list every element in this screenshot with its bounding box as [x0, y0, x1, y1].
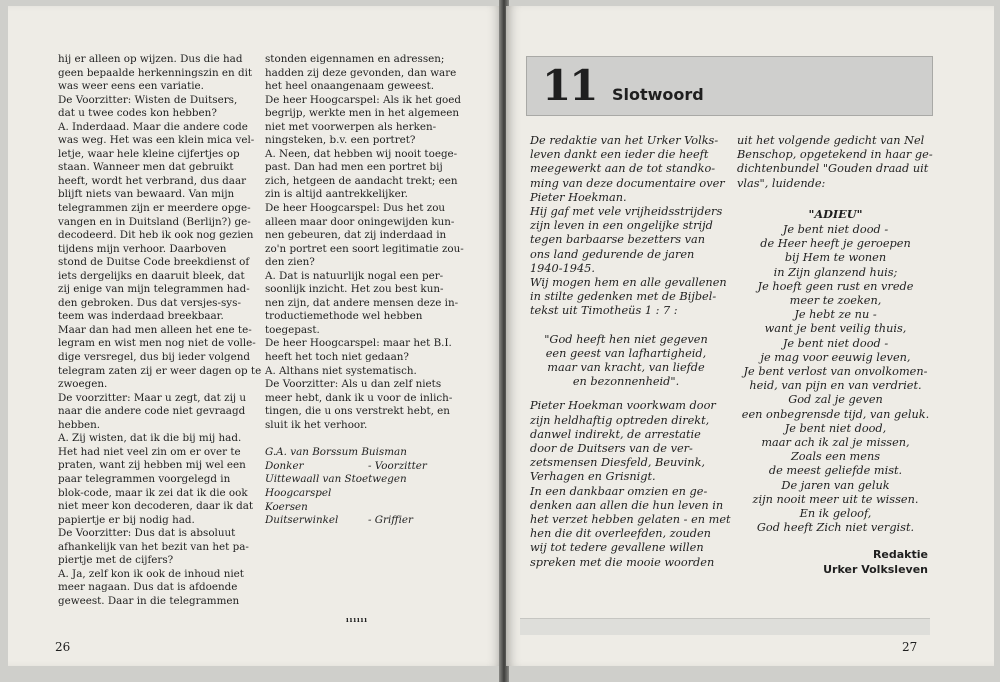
text-line: hij er alleen op wijzen. Dus die had [58, 53, 243, 65]
text-line: meer nagaan. Dus dat is afdoende [58, 581, 238, 594]
text-line: leven dankt een ieder die heeft [530, 148, 709, 162]
text-line: sluit ik het verhoor. [265, 418, 368, 431]
text-line: geen bepaalde herkenningszin en dit [58, 66, 253, 79]
signature-row [265, 473, 461, 487]
text-line: stonden eigennamen en adressen; [265, 53, 445, 65]
right-column-1 [530, 134, 731, 570]
text-line: hadden zij deze gevonden, dan ware [265, 66, 457, 79]
text-line: door de Duitsers van de ver- [530, 442, 693, 456]
poem-line: zijn nooit meer uit te wissen. [752, 492, 919, 506]
text-line: papiertje er bij nodig had. [58, 513, 195, 526]
bible-quote [530, 333, 722, 390]
text-line: begrijp, werkte men in het algemeen [265, 107, 460, 120]
text-line: stond de Duitse Code breekdienst of [58, 256, 250, 269]
credit-urker-volksleven: Urker Volksleven [823, 563, 928, 577]
text-line: ming van deze documentaire over [530, 176, 725, 190]
text-line: piertje met de cijfers? [58, 554, 174, 567]
quote-line: en bezonnenheid". [572, 375, 680, 389]
text-line: De redaktie van het Urker Volks- [530, 134, 719, 147]
poem-line: bij Hem te wonen [784, 251, 887, 265]
chapter-number: 11 [542, 61, 597, 110]
text-line: past. Dan had men een portret bij [265, 161, 443, 174]
signatory-name: Uittewaall van Stoetwegen [265, 473, 407, 486]
signature-row [265, 446, 461, 460]
text-line: De Voorzitter: Als u dan zelf niets [265, 378, 442, 391]
text-line: A. Althans niet systematisch. [265, 364, 417, 377]
right-column-2 [737, 134, 934, 577]
poem-line: Je bent niet dood, [784, 421, 887, 435]
poem-line: maar ach ik zal je missen, [761, 436, 910, 450]
text-line: Maar dan had men alleen het ene te- [58, 323, 252, 336]
text-line: In een dankbaar omzien en ge- [530, 484, 708, 498]
text-line: tekst uit Timotheüs 1 : 7 : [530, 304, 678, 318]
text-line: telegrammen zijn er meerdere opge- [58, 202, 251, 215]
poem-line: Je bent verlost van onvolkomen- [743, 365, 928, 379]
text-line: heeft het toch niet gedaan? [265, 351, 409, 364]
text-line: tegen barbaarse bezetters van [530, 233, 706, 247]
page-number-right: 27 [902, 640, 918, 654]
text-line: soonlijk inzicht. Het zou best kun- [265, 283, 444, 296]
page-number-left: 26 [55, 640, 71, 654]
text-line: zijn heldhaftig optreden direkt, [530, 413, 710, 427]
text-line: alleen maar door oningewijden kun- [265, 215, 455, 228]
text-line: 1940-1945. [530, 261, 595, 275]
text-line: afhankelijk van het bezit van het pa- [58, 540, 249, 553]
text-line: praten, want zij hebben mij wel een [58, 459, 246, 472]
text-line: blijft niets van bewaard. Van mijn [58, 188, 235, 201]
poem-line: in Zijn glanzend huis; [773, 265, 898, 279]
text-line: A. Ja, zelf kon ik ook de inhoud niet [58, 567, 244, 580]
text-line: paar telegrammen voorgelegd in [58, 472, 231, 485]
text-line: zo'n portret een soort legitimatie zou- [265, 242, 464, 255]
poem-line: een onbegrensde tijd, van geluk. [741, 407, 930, 421]
poem-line: Je hoeft geen rust en vrede [757, 279, 914, 293]
poem-line: De jaren van geluk [781, 478, 890, 492]
poem-line: Je bent niet dood - [782, 223, 889, 237]
text-line: tijdens mijn verhoor. Daarboven [58, 242, 227, 255]
text-line: legram en wist men nog niet de volle- [58, 337, 256, 350]
text-line: hebben. [58, 418, 101, 431]
signature-row [265, 487, 461, 501]
text-line: in stilte gedenken met de Bijbel- [530, 290, 717, 304]
chapter-header [526, 56, 933, 116]
left-column-1 [58, 53, 262, 608]
text-line: danwel indirekt, de arrestatie [530, 427, 701, 441]
text-line: Hij gaf met vele vrijheidsstrijders [530, 205, 723, 219]
text-line: De heer Hoogcarspel: Dus het zou [265, 202, 446, 215]
text-line: meer hebt, dank ik u voor de inlich- [265, 391, 453, 404]
poem-line: de meest geliefde mist. [768, 464, 903, 478]
poem-line: En ik geloof, [799, 507, 872, 521]
quote-line: maar van kracht, van liefde [547, 361, 705, 375]
text-line: De heer Hoogcarspel: maar het B.I. [265, 337, 452, 350]
poem [737, 223, 934, 535]
signature-row [265, 514, 461, 528]
text-line: A. Neen, dat hebben wij nooit toege- [265, 147, 458, 160]
signatory-role: - Voorzitter [368, 459, 427, 472]
text-line: heeft, wordt het verbrand, dus daar [58, 174, 247, 187]
text-line: A. Dat is natuurlijk nogal een per- [265, 269, 444, 282]
text-line: niet met voorwerpen als herken- [265, 120, 437, 133]
text-line: zetsmensen Diesfeld, Beuvink, [530, 456, 706, 470]
text-line: vlas", luidende: [737, 176, 826, 190]
text-line: meegewerkt aan de tot standko- [530, 162, 716, 176]
left-column-2 [265, 53, 464, 528]
text-line: dichtenbundel "Gouden draad uit [737, 162, 929, 176]
text-line: zij enige van mijn telegrammen had- [58, 283, 250, 296]
text-line: decodeerd. Dit heb ik ook nog gezien [58, 229, 254, 242]
signature-row [265, 460, 461, 474]
text-line: troductiemethode wel hebben [265, 310, 423, 323]
poem-line: de Heer heeft je geroepen [760, 237, 911, 251]
text-line: dat u twee codes kon hebben? [58, 107, 217, 120]
text-line: De heer Hoogcarspel: Als ik het goed [265, 93, 462, 106]
text-line: staan. Wanneer men dat gebruikt [58, 161, 234, 174]
text-line: zwoegen. [58, 378, 108, 391]
text-line: het heel onaangenaam geweest. [265, 80, 435, 93]
poem-line: Zoals een mens [790, 450, 881, 464]
poem-line: meer te zoeken, [789, 294, 882, 308]
text-line: iets dergelijks en daaruit bleek, dat [58, 269, 245, 282]
poem-line: God zal je geven [788, 393, 883, 407]
quote-line: een geest van lafhartigheid, [545, 346, 707, 360]
footer-band [520, 618, 930, 635]
signature-block [265, 446, 461, 527]
text-line: zijn leven in een ongelijke strijd [530, 219, 713, 233]
text-line: Wij mogen hem en alle gevallenen [530, 276, 727, 290]
poem-line: God heeft Zich niet vergist. [756, 521, 915, 535]
poem-line: want je bent veilig thuis, [764, 322, 907, 336]
text-line: zich, hetgeen de aandacht trekt; een [265, 174, 458, 187]
poem-line: Je hebt ze nu - [794, 308, 877, 322]
text-line: nen gebeuren, dat zij inderdaad in [265, 229, 447, 242]
text-line: Benschop, opgetekend in haar ge- [737, 148, 933, 162]
text-line: vangen en in Duitsland (Berlijn?) ge- [58, 215, 251, 228]
text-line: teem was inderdaad breekbaar. [58, 310, 224, 323]
signatory-name: G.A. van Borssum Buisman [265, 446, 407, 459]
right-page [506, 6, 994, 666]
poem-line: Je bent niet dood - [782, 336, 889, 350]
text-line: was weg. Het was een klein mica vel- [58, 134, 255, 147]
poem-line: heid, van pijn en van verdriet. [749, 379, 922, 393]
credit-redaktie: Redaktie [872, 548, 928, 562]
text-line: letje, waar hele kleine cijfertjes op [58, 147, 240, 160]
text-line: den zien? [265, 256, 315, 269]
text-line: Pieter Hoekman. [530, 190, 627, 204]
quote-line: "God heeft hen niet gegeven [544, 332, 708, 346]
text-line: Pieter Hoekman voorkwam door [530, 399, 716, 413]
text-line: denken aan allen die hun leven in [530, 498, 724, 512]
text-line: dige versregel, dus bij ieder volgend [58, 351, 250, 364]
text-line: uit het volgende gedicht van Nel [737, 134, 925, 147]
text-line: niet meer kon decoderen, daar ik dat [58, 500, 254, 513]
poem-line: je mag voor eeuwig leven, [760, 350, 911, 364]
signature-row [265, 501, 461, 515]
text-line: toegepast. [265, 323, 320, 336]
signatory-name: Duitserwinkel [265, 514, 339, 527]
left-page [8, 6, 502, 666]
signatory-name: Koersen [265, 500, 308, 513]
text-line: wij tot tedere gevallene willen [530, 541, 704, 555]
text-line: ningsteken, b.v. een portret? [265, 134, 416, 147]
text-line: ons land gedurende de jaren [530, 247, 695, 261]
text-line: Verhagen en Grisnigt. [530, 470, 656, 484]
text-line: naar die andere code niet gevraagd [58, 405, 246, 418]
text-line: nen zijn, dat andere mensen deze in- [265, 296, 459, 309]
text-line: den gebroken. Dus dat versjes-sys- [58, 296, 241, 309]
poem-title: "ADIEU" [808, 206, 863, 221]
signatory-role: - Griffier [368, 514, 414, 527]
text-line: hen die dit overleefden, zouden [530, 527, 711, 541]
text-line: De Voorzitter: Wisten de Duitsers, [58, 93, 238, 106]
text-line: Het had niet veel zin om er over te [58, 445, 241, 458]
text-line: telegram zaten zij er weer dagen op te [58, 364, 262, 377]
end-ornament: ıııııı [346, 615, 368, 624]
text-line: tingen, die u ons verstrekt hebt, en [265, 405, 450, 418]
text-line: was weer eens een variatie. [58, 80, 204, 93]
text-line: spreken met die mooie woorden [530, 555, 715, 569]
text-line: zin is altijd aantrekkelijker. [265, 188, 408, 201]
signatory-name: Donker [265, 459, 304, 472]
text-line: A. Inderdaad. Maar die andere code [58, 120, 248, 133]
text-line: het verzet hebben gelaten - en met [530, 513, 731, 527]
signatory-name: Hoogcarspel [265, 486, 332, 499]
text-line: De Voorzitter: Dus dat is absoluut [58, 527, 236, 540]
text-line: geweest. Daar in die telegrammen [58, 594, 240, 607]
text-line: blok-code, maar ik zei dat ik die ook [58, 486, 248, 499]
chapter-title: Slotwoord [612, 85, 704, 104]
text-line: A. Zij wisten, dat ik die bij mij had. [58, 432, 242, 445]
text-line: De voorzitter: Maar u zegt, dat zij u [58, 391, 247, 404]
